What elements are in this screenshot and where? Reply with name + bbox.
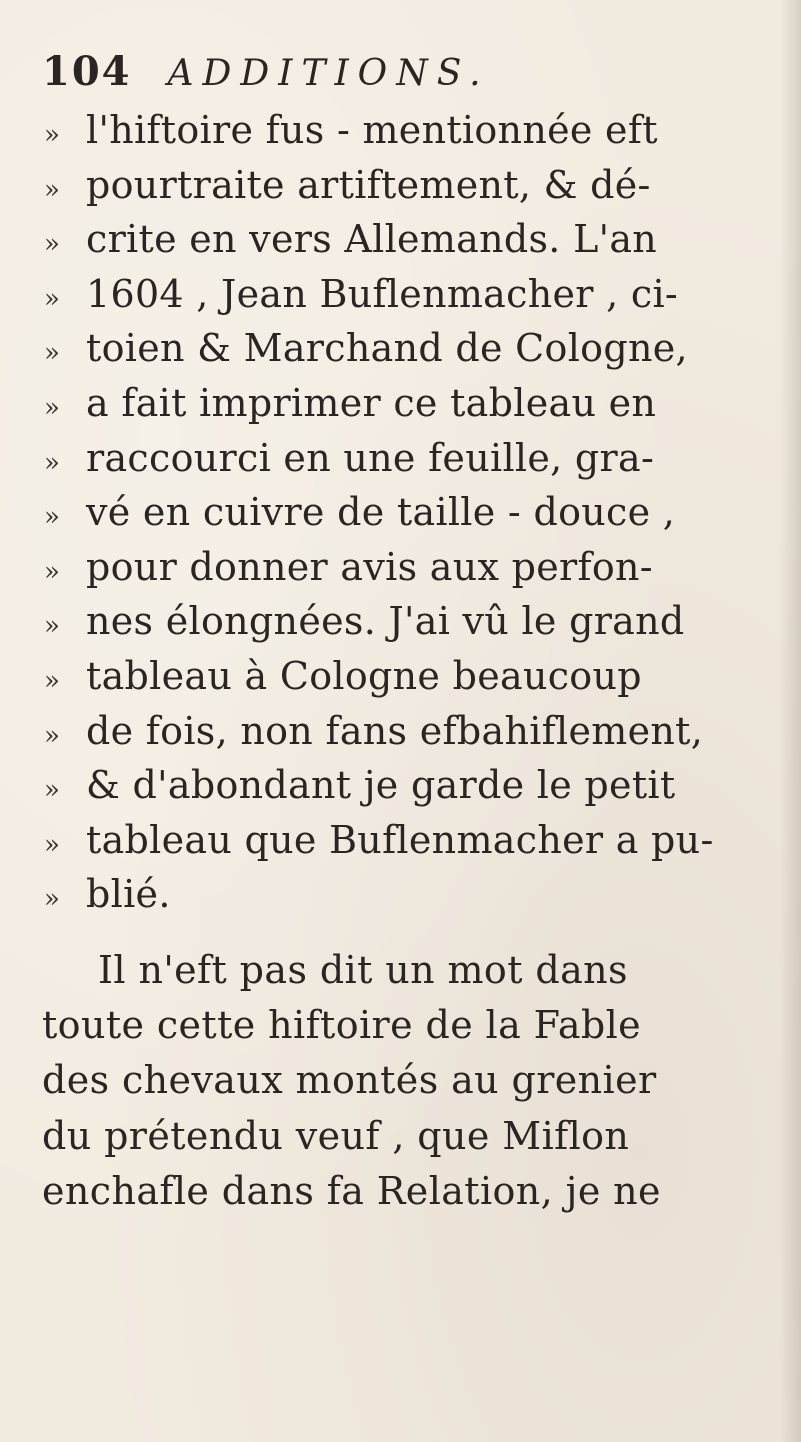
quote-mark: » (44, 174, 60, 205)
quote-mark: » (44, 556, 60, 587)
quote-line (44, 108, 774, 163)
quote-line (44, 872, 774, 927)
page-number: 104 (42, 48, 132, 95)
quote-mark: » (44, 392, 60, 423)
quote-line (44, 763, 774, 818)
quote-mark: » (44, 283, 60, 314)
quote-line-text: tableau à Cologne beaucoup (86, 653, 642, 698)
paragraph-line: des chevaux montés au grenier (42, 1058, 657, 1103)
quote-line-text: raccourci en une feuille, gra- (86, 435, 655, 480)
quote-line-text: & d'abondant je garde le petit (86, 763, 676, 808)
quote-mark: » (44, 229, 60, 260)
paragraph-line: toute cette hiftoire de la Fable (42, 1003, 642, 1048)
quote-line-text: crite en vers Allemands. L'an (86, 217, 658, 262)
page-edge-shadow (779, 0, 801, 1442)
quote-mark: » (44, 884, 60, 915)
quote-mark: » (44, 829, 60, 860)
quote-line (44, 545, 774, 600)
quote-line-text: blié. (86, 872, 171, 917)
quote-mark: » (44, 665, 60, 696)
quote-line (44, 381, 774, 436)
quote-line-text: 1604 , Jean Buflenmacher , ci- (86, 271, 679, 316)
quote-line-text: nes élongnées. J'ai vû le grand (86, 599, 685, 644)
quote-mark: » (44, 120, 60, 150)
quote-line (44, 490, 774, 545)
quote-line (44, 326, 774, 381)
quoted-passage (44, 108, 774, 927)
quote-mark: » (44, 611, 60, 642)
quote-line (44, 217, 774, 272)
quote-mark: » (44, 502, 60, 533)
quote-mark: » (44, 720, 60, 751)
quote-line (44, 163, 774, 218)
quote-line-text: toien & Marchand de Cologne, (86, 326, 688, 371)
paragraph-line: Il n'eft pas dit un mot dans (98, 948, 628, 992)
quote-line-text: tableau que Buflenmacher a pu- (86, 817, 714, 862)
quote-line-text: a fait imprimer ce tableau en (86, 380, 657, 425)
quote-line-text: pour donner avis aux perfon- (86, 544, 653, 589)
paragraph-line: du prétendu veuf , que Miflon (42, 1113, 630, 1158)
quote-mark: » (44, 447, 60, 478)
quote-mark: » (44, 775, 60, 806)
quote-line (44, 709, 774, 764)
body-paragraph (42, 948, 782, 1224)
running-title: ADDITIONS. (167, 53, 490, 94)
quote-mark: » (44, 338, 60, 369)
quote-line (44, 436, 774, 491)
quote-line-text: l'hiftoire fus - mentionnée eft (86, 108, 658, 152)
paragraph-line: enchafle dans fa Relation, je ne (42, 1168, 661, 1213)
running-header (42, 48, 490, 95)
quote-line-text: de fois, non fans efbahiflement, (86, 708, 704, 753)
quote-line (44, 272, 774, 327)
quote-line-text: pourtraite artiftement, & dé- (86, 162, 651, 207)
quote-line-text: vé en cuivre de taille - douce , (86, 490, 676, 535)
quote-line (44, 654, 774, 709)
quote-line (44, 599, 774, 654)
quote-line (44, 818, 774, 873)
